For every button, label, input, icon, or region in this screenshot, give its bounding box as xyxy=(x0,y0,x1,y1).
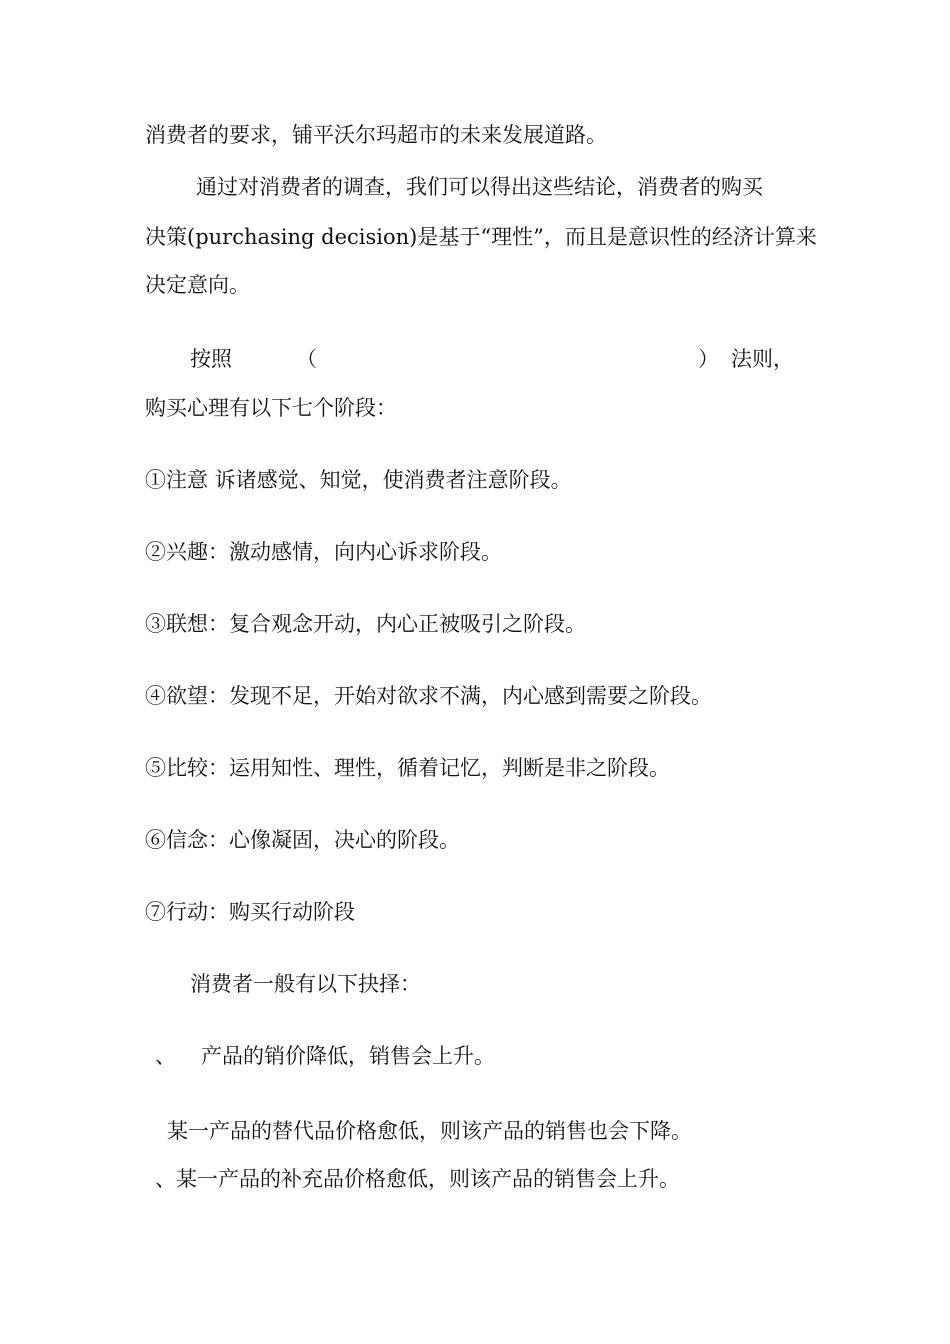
paragraph-text: 消费者的要求，铺平沃尔玛超市的未来发展道路。 xyxy=(145,123,607,147)
paragraph-suffix: 法则， xyxy=(731,347,794,371)
choice-mark: 、 xyxy=(155,1044,176,1068)
stage-item: ⑥信念：心像凝固，决心的阶段。 xyxy=(145,828,460,852)
choice-item: 某一产品的替代品价格愈低，则该产品的销售也会下降。 xyxy=(167,1119,692,1143)
stage-item: ④欲望：发现不足，开始对欲求不满，内心感到需要之阶段。 xyxy=(145,684,712,708)
stage-item: ②兴趣：激动感情，向内心诉求阶段。 xyxy=(145,540,502,564)
paragraph-text: 决策(purchasing decision)是基于“理性”，而且是意识性的经济计算来 xyxy=(145,225,817,249)
stage-item: ⑤比较：运用知性、理性，循着记忆，判断是非之阶段。 xyxy=(145,756,670,780)
stage-item: ⑦行动：购买行动阶段 xyxy=(145,900,355,924)
choice-text: 产品的销价降低，销售会上升。 xyxy=(201,1044,495,1068)
stage-item: ③联想：复合观念开动，内心正被吸引之阶段。 xyxy=(145,612,586,636)
stage-item: ①注意 诉诸感觉、知觉，使消费者注意阶段。 xyxy=(145,468,572,492)
paragraph-text: 购买心理有以下七个阶段： xyxy=(145,396,397,420)
open-parenthesis: （ xyxy=(296,347,317,371)
paragraph-prefix: 按照 xyxy=(190,347,232,371)
paragraph-text: 通过对消费者的调查，我们可以得出这些结论，消费者的购买 xyxy=(196,175,763,199)
paragraph-text: 消费者一般有以下抉择： xyxy=(190,972,421,996)
close-parenthesis: ） xyxy=(698,347,719,371)
paragraph-text: 决定意向。 xyxy=(145,273,250,297)
choice-item xyxy=(155,1041,495,1071)
choice-item: 、某一产品的补充品价格愈低，则该产品的销售会上升。 xyxy=(155,1167,680,1191)
